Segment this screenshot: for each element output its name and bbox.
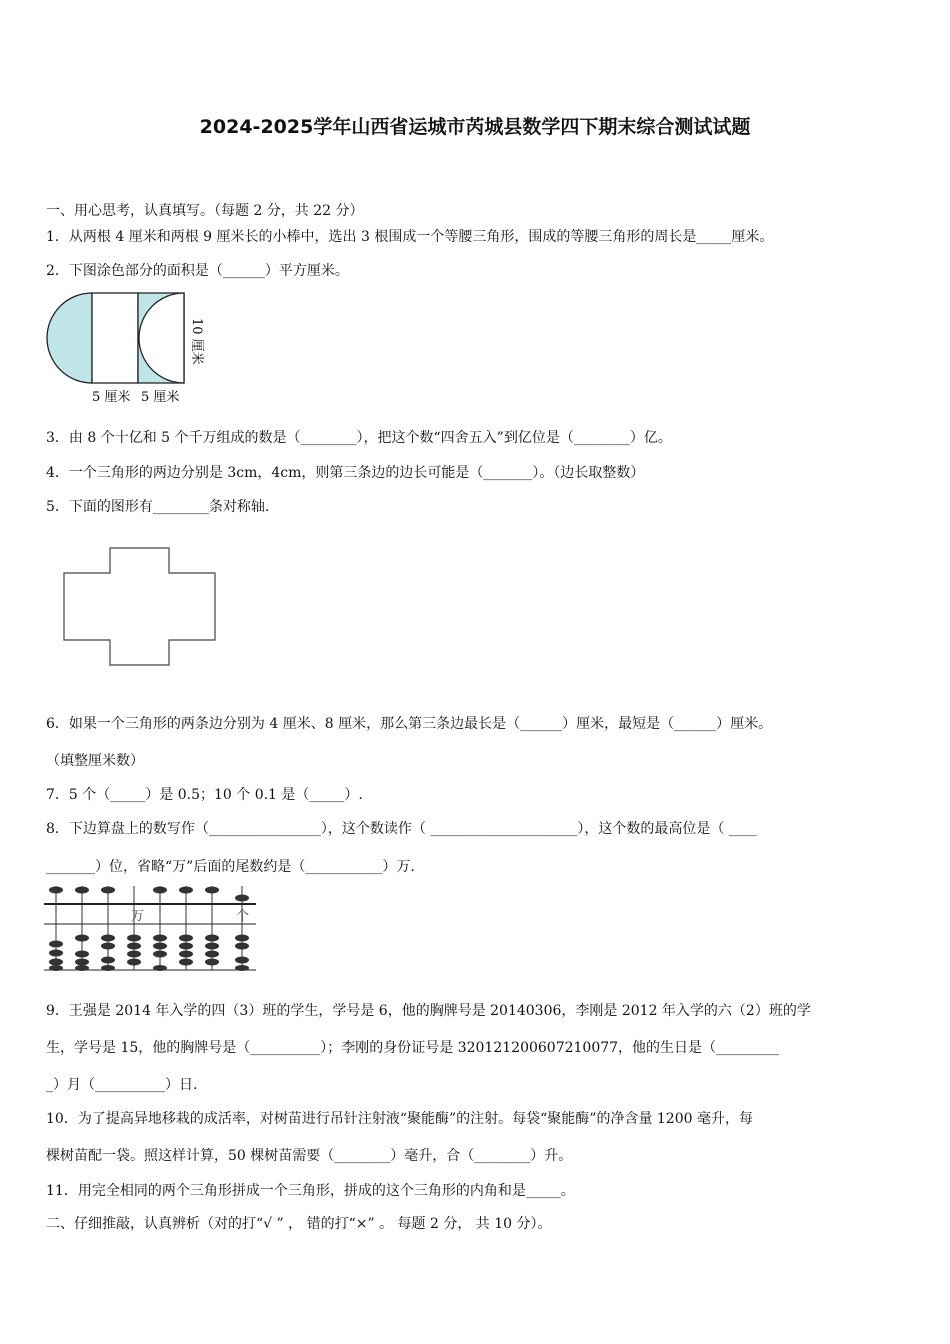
left-semicircle xyxy=(47,293,92,383)
label-10cm: 10 厘米 xyxy=(189,318,204,365)
abacus-label-wan: 万 xyxy=(131,909,145,924)
question-8-cont: _______）位，省略“万”后面的尾数约是（___________）万. xyxy=(46,859,415,875)
question-3: 3．由 8 个十亿和 5 个千万组成的数是（________），把这个数“四舍五入”到亿位是（________）亿。 xyxy=(46,430,672,446)
abacus-rods xyxy=(56,886,242,970)
question-9: 9．王强是 2014 年入学的四（3）班的学生，学号是 6，他的胸牌号是 20140306，李刚是 2012 年入学的六（2）班的学 xyxy=(46,1003,811,1019)
label-5cm-b: 5 厘米 xyxy=(141,390,180,405)
section-2-heading: 二、仔细推敲，认真辨析（对的打“√ ” ， 错的打“×” 。 每题 2 分， 共 10 分）。 xyxy=(46,1216,552,1232)
cross-shape xyxy=(64,548,215,665)
question-6: 6．如果一个三角形的两条边分别为 4 厘米、8 厘米，那么第三条边最长是（______）厘米，最短是（______）厘米。 xyxy=(46,716,773,732)
question-8: 8．下边算盘上的数写作（________________），这个数读作（ _____________________），这个数的最高位是（ ____ xyxy=(46,821,757,837)
question-10-cont: 棵树苗配一袋。照这样计算，50 棵树苗需要（________）毫升，合（________）升。 xyxy=(46,1148,573,1164)
abacus-upper-beads xyxy=(49,887,249,902)
question-5: 5．下面的图形有________条对称轴. xyxy=(46,499,270,515)
question-7: 7．5 个（_____）是 0.5；10 个 0.1 是（_____）. xyxy=(46,787,363,803)
question-9-cont-2: _）月（__________）日. xyxy=(46,1077,198,1093)
question-10: 10．为了提高异地移栽的成活率，对树苗进行吊针注射液“聚能酶”的注射。每袋“聚能酶”的净含量 1200 毫升，每 xyxy=(46,1111,753,1127)
cross-figure xyxy=(60,545,220,670)
middle-rect xyxy=(92,293,138,383)
question-11: 11．用完全相同的两个三角形拼成一个三角形，拼成的这个三角形的内角和是_____。 xyxy=(46,1183,575,1199)
question-6-note: （填整厘米数） xyxy=(46,753,144,769)
shaded-area-figure xyxy=(44,288,214,408)
question-4: 4．一个三角形的两边分别是 3cm，4cm，则第三条边的边长可能是（_______）。（边长取整数） xyxy=(46,465,645,481)
question-2: 2．下图涂色部分的面积是（______）平方厘米。 xyxy=(46,263,349,279)
label-5cm-a: 5 厘米 xyxy=(92,390,131,405)
abacus-lower-beads xyxy=(49,935,249,972)
page-title: 2024-2025学年山西省运城市芮城县数学四下期末综合测试试题 xyxy=(199,116,751,138)
abacus-figure xyxy=(44,882,259,974)
question-9-cont-1: 生，学号是 15，他的胸牌号是（__________）；李刚的身份证号是 320121200607210077，他的生日是（_________ xyxy=(46,1040,780,1056)
question-1: 1．从两根 4 厘米和两根 9 厘米长的小棒中，选出 3 根围成一个等腰三角形，围成的等腰三角形的周长是_____厘米。 xyxy=(46,229,774,245)
section-1-heading: 一、用心思考，认真填写。（每题 2 分，共 22 分） xyxy=(46,203,364,219)
abacus-label-ge: 个 xyxy=(236,909,250,924)
